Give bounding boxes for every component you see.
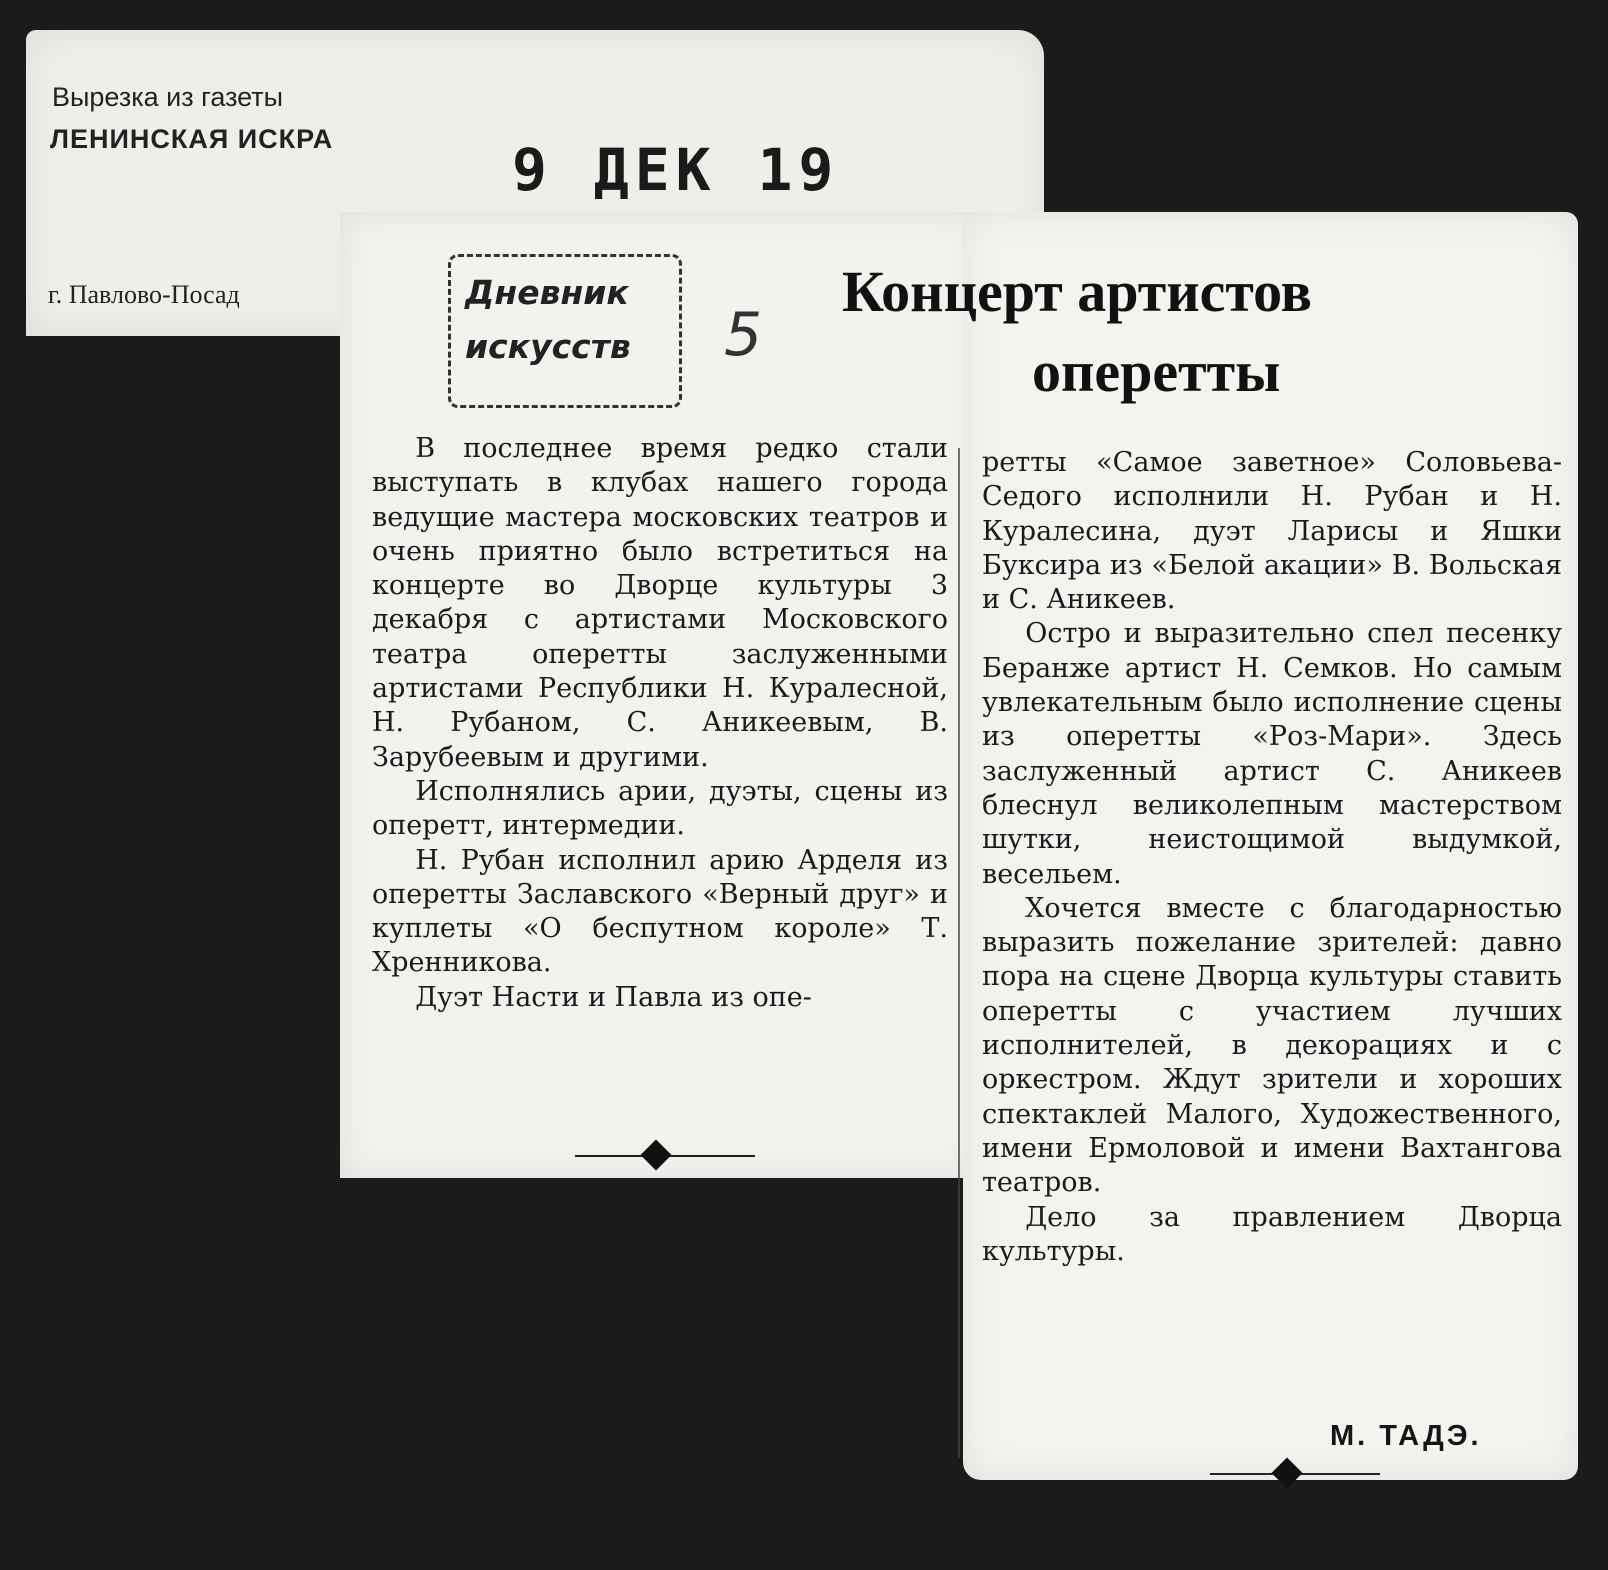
ornament-divider-icon bbox=[1210, 1460, 1380, 1488]
newspaper-city: г. Павлово-Посад bbox=[48, 280, 240, 309]
article-title-line-1: Концерт артистов bbox=[842, 259, 1312, 324]
newspaper-name: ЛЕНИНСКАЯ ИСКРА bbox=[50, 124, 334, 154]
handwritten-mark: 5 bbox=[724, 300, 763, 370]
rubric-line-2: искусств bbox=[465, 327, 631, 366]
paragraph: Дело за правлением Дворца культуры. bbox=[982, 1201, 1562, 1267]
paragraph: Хочется вместе с благодарностью выразить пожелание зрителей: давно пора на сцене Дворца культуры ставить оперетты с участием лучших исполнителей, в декорациях и с оркестром. Ждут зрители и хороших спектаклей Малого, Художественного, имени Ермоловой и имени Вахтангова театров. bbox=[982, 892, 1562, 1199]
date-stamp: 9 ДЕК 19 bbox=[512, 136, 840, 204]
rubric-box bbox=[448, 254, 682, 408]
article-title-line-2: оперетты bbox=[1032, 339, 1281, 404]
paragraph: ретты «Самое заветное» Соловьева-Седого исполнили Н. Рубан и Н. Куралесина, дуэт Ларисы и Яшки Буксира из «Белой акации» В. Вольская и С. Аникеев. bbox=[982, 447, 1562, 616]
right-column bbox=[982, 446, 1562, 1269]
paragraph: Исполнялись арии, дуэты, сцены из оперетт, интермедии. bbox=[372, 775, 948, 842]
clipping-label: Вырезка из газеты bbox=[52, 82, 284, 112]
paragraph: В последнее время редко стали выступать в клубах нашего города ведущие мастера московских театров и очень приятно было встретиться на концерте во Дворце культуры 3 декабря с артистами Московского театра оперетты заслуженными артистами Республики Н. Куралесной, Н. Рубаном, С. Аникеевым, В. Зарубеевым и другими. bbox=[372, 433, 948, 773]
column-divider bbox=[958, 448, 960, 1458]
paragraph: Остро и выразительно спел песенку Беранже артист Н. Семков. Но самым увлекательным было исполнение сцены из оперетты «Роз-Мари». Здесь заслуженный артист С. Аникеев блеснул великолепным мастерством шутки, неистощимой выдумкой, весельем. bbox=[982, 618, 1562, 890]
left-column bbox=[372, 432, 948, 1015]
rubric-line-1: Дневник bbox=[465, 273, 629, 312]
paragraph: Дуэт Насти и Павла из опе- bbox=[415, 981, 812, 1013]
ornament-divider-icon bbox=[575, 1142, 755, 1170]
author-signature: М. ТАДЭ. bbox=[1330, 1420, 1482, 1452]
paragraph: Н. Рубан исполнил арию Арделя из оперетты Заславского «Верный друг» и куплеты «О беспутном короле» Т. Хренникова. bbox=[372, 844, 948, 979]
